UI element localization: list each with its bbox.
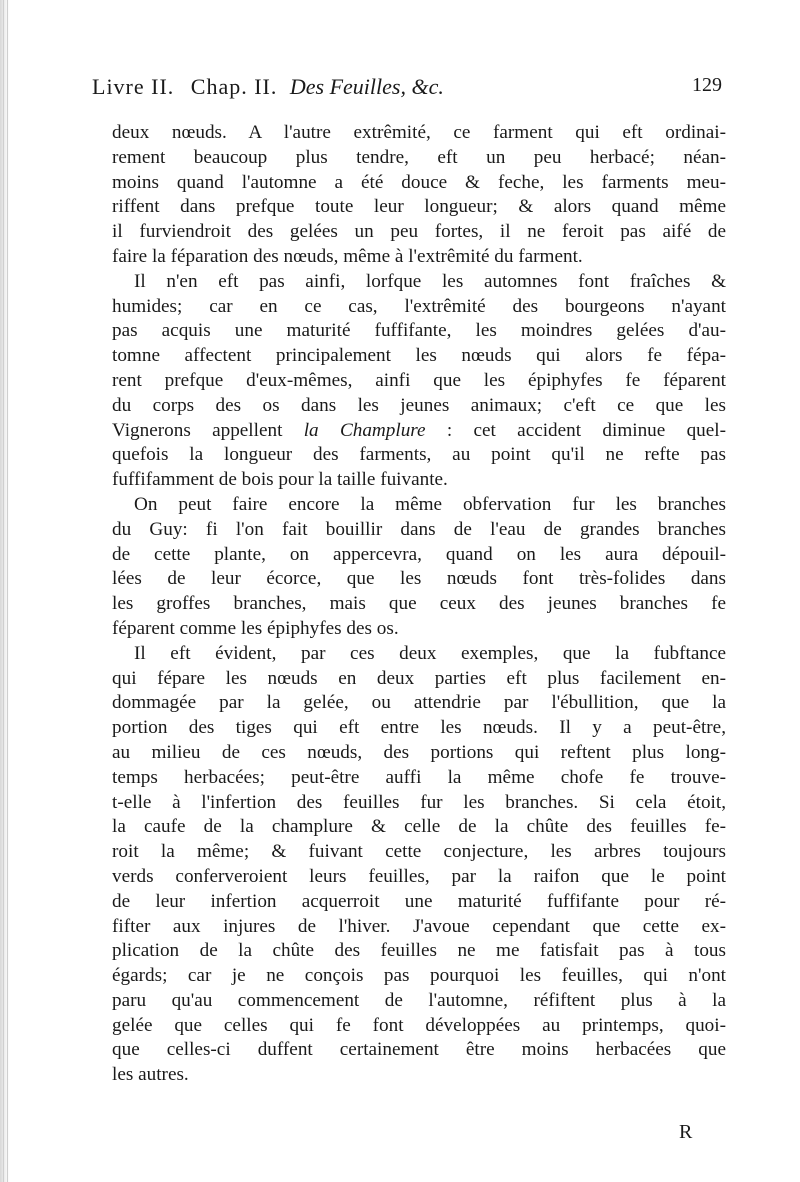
running-head-title: Des Feuilles, &c. <box>289 74 444 99</box>
text-line: temps herbacées; peut-être auffi la même chofe fe trouve- <box>112 766 726 788</box>
text-line: rement beaucoup plus tendre, eft un peu herbacé; néan- <box>112 146 726 168</box>
text-line: quefois la longueur des farments, au point qu'il ne refte pas <box>112 444 726 466</box>
gutter-line <box>7 0 8 1182</box>
text-line: roit la même; & fuivant cette conjecture, les arbres toujours <box>112 841 726 863</box>
running-head <box>92 74 722 108</box>
text-line: On peut faire encore la même obfervation fur les branches <box>134 493 726 515</box>
text-line: moins quand l'automne a été douce & feche, les farments meu- <box>112 171 726 193</box>
text-line: au milieu de ces nœuds, des portions qui reftent plus long- <box>112 741 726 763</box>
text-fragment: Vignerons appellent <box>112 419 304 441</box>
text-line: dommagée par la gelée, ou attendrie par l'ébullition, que la <box>112 692 726 714</box>
text-line: pas acquis une maturité fuffifante, les moindres gelées d'au- <box>112 320 726 342</box>
text-line-champlure <box>112 419 726 444</box>
text-line: que celles-ci duffent certainement être moins herbacées que <box>112 1039 726 1061</box>
text-line: qui fépare les nœuds en deux parties eft plus facilement en- <box>112 667 726 689</box>
text-line: la caufe de la champlure & celle de la chûte des feuilles fe- <box>112 816 726 838</box>
text-line: rent prefque d'eux-mêmes, ainfi que les épiphyfes fe féparent <box>112 369 726 391</box>
text-line: les autres. <box>112 1064 189 1086</box>
page-gutter <box>0 0 10 1182</box>
text-line: du Guy: fi l'on fait bouillir dans de l'eau de grandes branches <box>112 518 726 540</box>
text-line: Il eft évident, par ces deux exemples, que la fubftance <box>134 642 726 664</box>
text-line: lées de leur écorce, que les nœuds font très-folides dans <box>112 568 726 590</box>
signature-mark: R <box>679 1121 693 1143</box>
gutter-line <box>3 0 4 1182</box>
body-text <box>112 121 726 1088</box>
running-head-livre: Livre II. <box>92 74 175 99</box>
running-head-chap: Chap. II. <box>190 74 278 99</box>
text-line: verds conferveroient leurs feuilles, par la raifon que le point <box>112 865 726 887</box>
text-line: deux nœuds. A l'autre extrêmité, ce farment qui eft ordinai- <box>112 122 726 143</box>
text-line: portion des tiges qui eft entre les nœuds. Il y a peut-être, <box>112 717 726 739</box>
text-line: tomne affectent principalement les nœuds qui alors fe fépa- <box>112 345 726 367</box>
text-line: faire la féparation des nœuds, même à l'extrêmité du farment. <box>112 245 583 267</box>
text-line: les groffes branches, mais que ceux des jeunes branches fe <box>112 593 726 615</box>
text-line: féparent comme les épiphyfes des os. <box>112 617 399 639</box>
text-line: de leur infertion acquerroit une maturité fuffifante pour ré- <box>112 890 726 912</box>
text-line: fifter aux injures de l'hiver. J'avoue cependant que cette ex- <box>112 915 726 937</box>
page-number: 129 <box>692 74 722 96</box>
text-line: humides; car en ce cas, l'extrêmité des bourgeons n'ayant <box>112 295 726 317</box>
text-fragment: : cet accident diminue quel- <box>425 419 726 441</box>
text-line: égards; car je ne conçois pas pourquoi les feuilles, qui n'ont <box>112 965 726 987</box>
text-line: plication de la chûte des feuilles ne me fatisfait pas à tous <box>112 940 726 962</box>
text-line: paru qu'au commencement de l'automne, réfiftent plus à la <box>112 989 726 1011</box>
text-line: fuffifamment de bois pour la taille fuivante. <box>112 469 448 491</box>
text-line: gelée que celles qui fe font développées au printemps, quoi- <box>112 1014 726 1036</box>
text-line: riffent dans prefque toute leur longueur; & alors quand même <box>112 196 726 218</box>
text-line: de cette plante, on appercevra, quand on les aura dépouil- <box>112 543 726 565</box>
term-champlure: la Champlure <box>303 419 426 441</box>
text-line: t-elle à l'infertion des feuilles fur les branches. Si cela étoit, <box>112 791 726 813</box>
text-line: il furviendroit des gelées un peu fortes, il ne feroit pas aifé de <box>112 221 726 243</box>
text-line: du corps des os dans les jeunes animaux; c'eft ce que les <box>112 394 726 416</box>
text-line: Il n'en eft pas ainfi, lorfque les automnes font fraîches & <box>134 270 726 292</box>
